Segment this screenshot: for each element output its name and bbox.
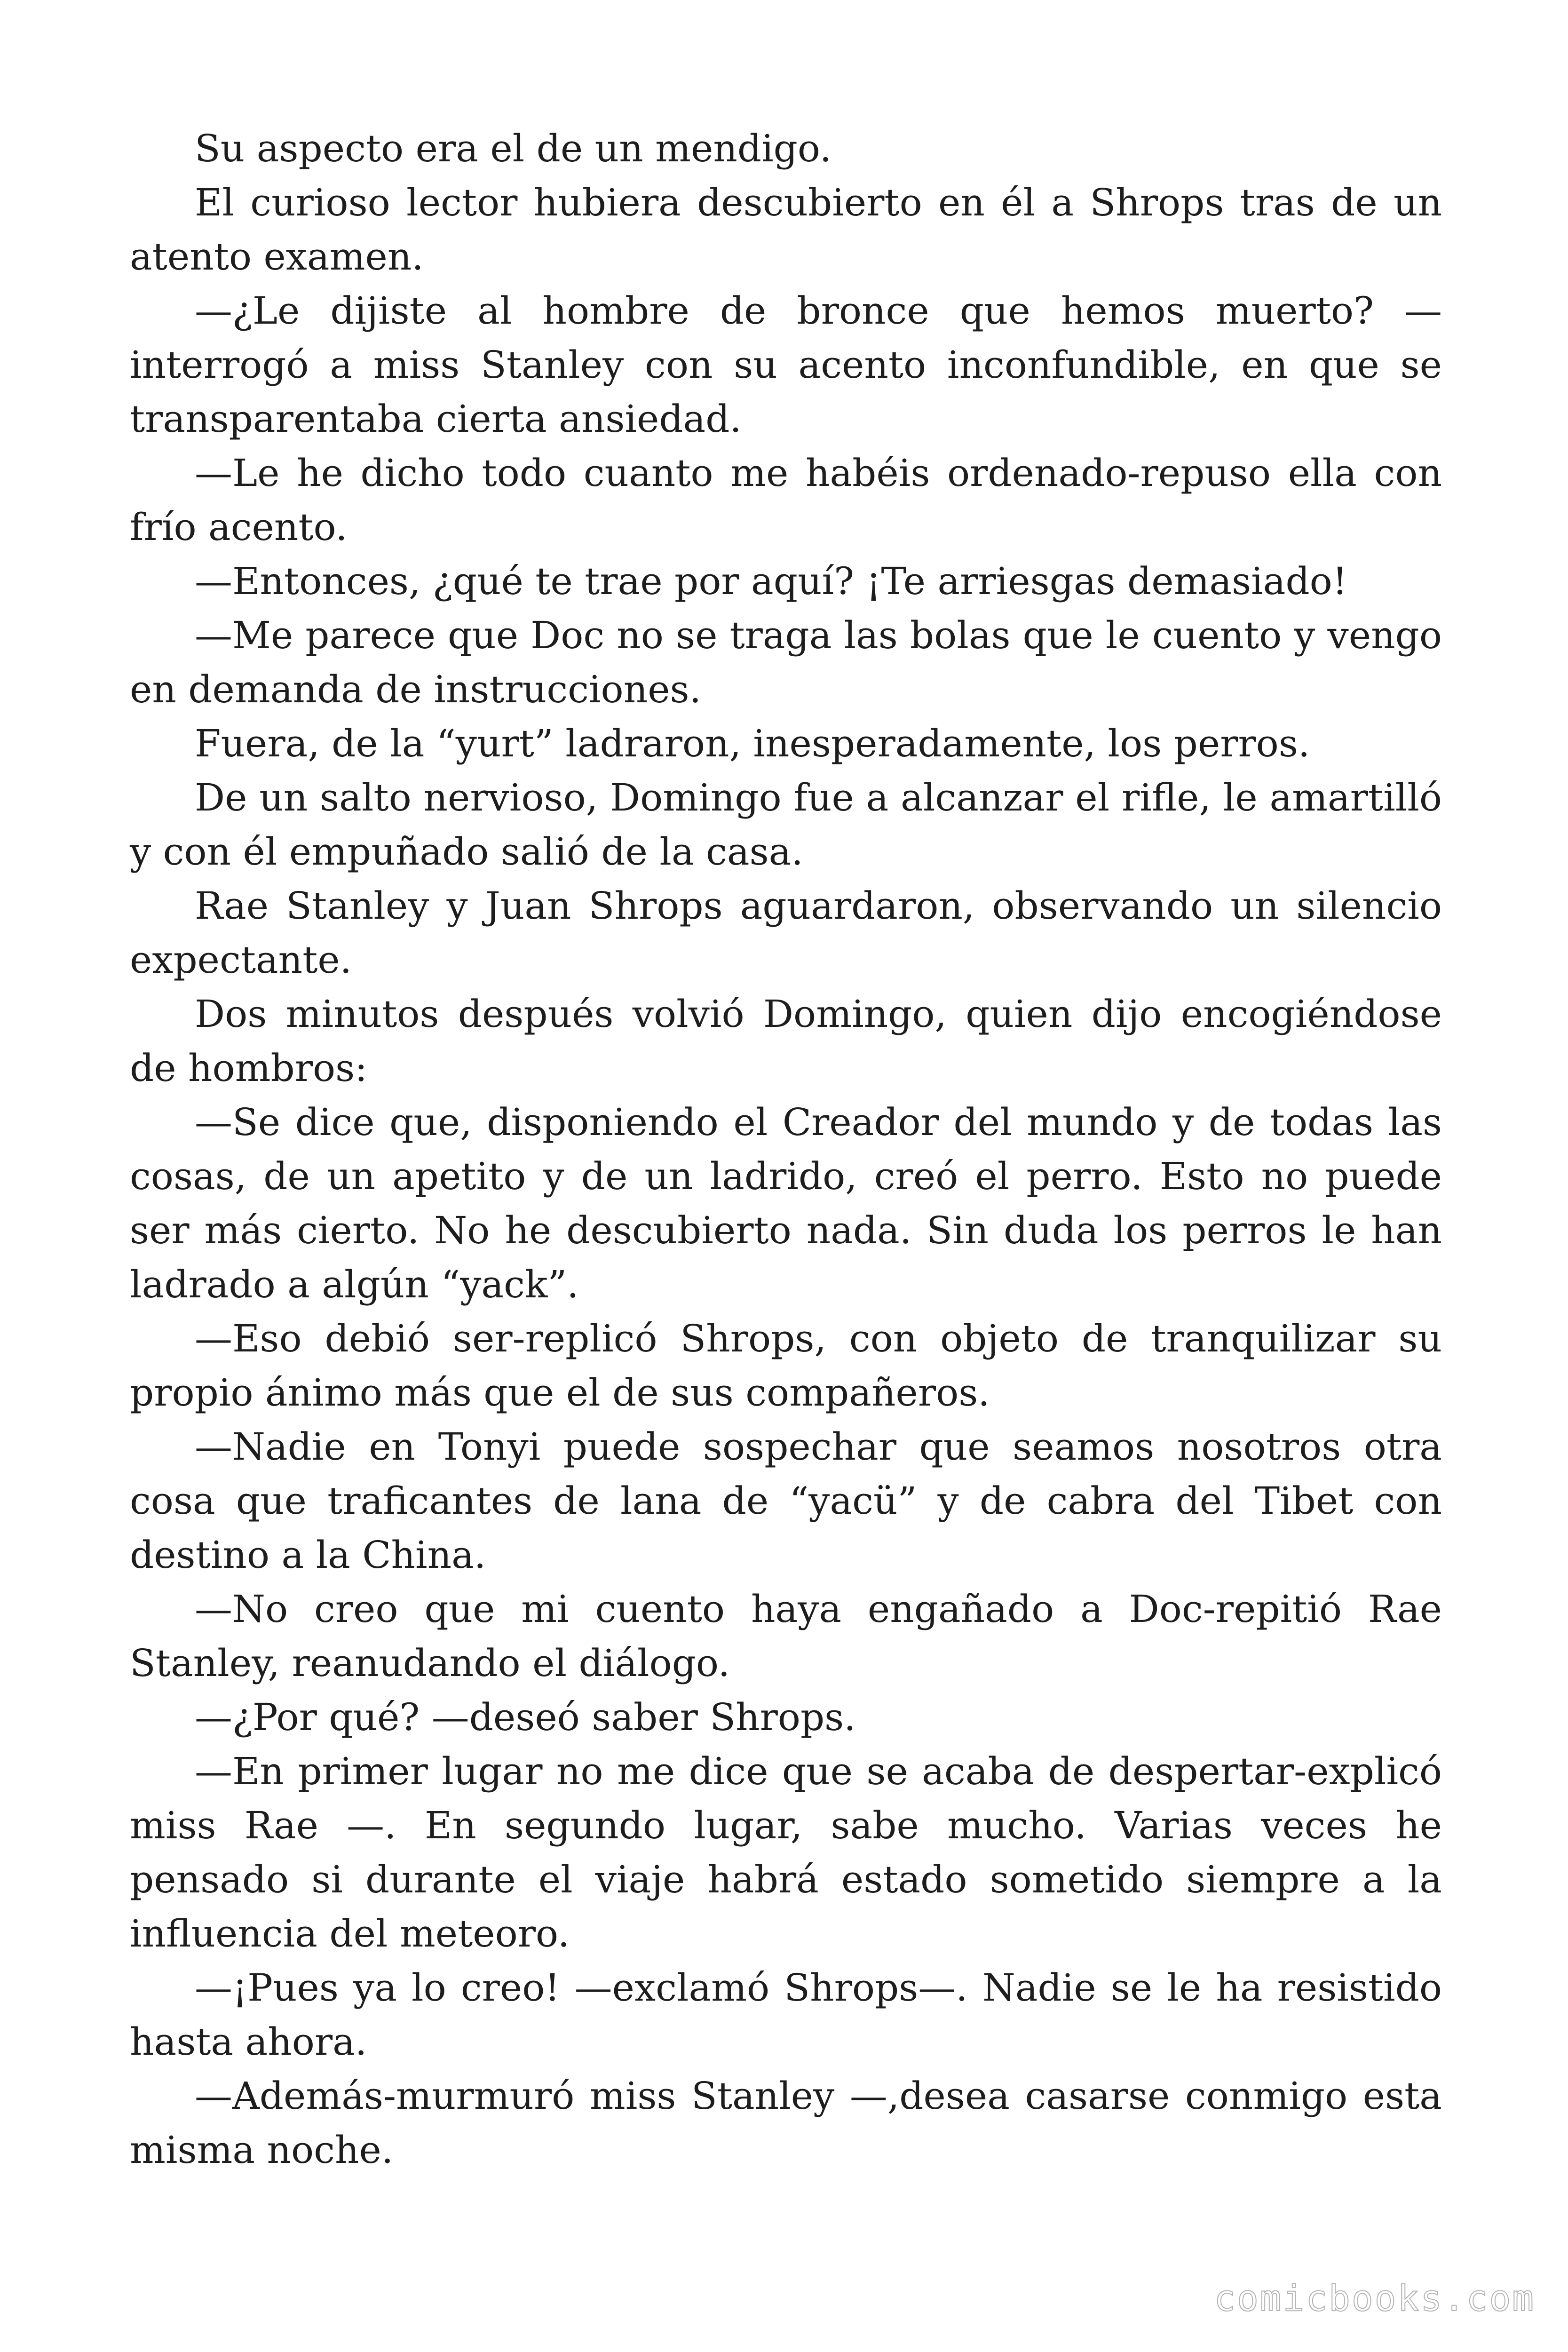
paragraph: —Le he dicho todo cuanto me habéis ordenado-repuso ella con frío acento.: [130, 451, 1442, 549]
paragraph: El curioso lector hubiera descubierto en él a Shrops tras de un atento examen.: [130, 181, 1442, 278]
body-text: [130, 121, 1442, 2177]
paragraph: Rae Stanley y Juan Shrops aguardaron, observando un silencio expectante.: [130, 884, 1442, 982]
paragraph: —No creo que mi cuento haya engañado a Doc-repitió Rae Stanley, reanudando el diálogo.: [130, 1587, 1442, 1685]
paragraph: Fuera, de la “yurt” ladraron, inesperadamente, los perros.: [195, 722, 1310, 765]
paragraph: —¡Pues ya lo creo! —exclamó Shrops—. Nadie se le ha resistido hasta ahora.: [130, 1966, 1442, 2064]
paragraph: —Me parece que Doc no se traga las bolas que le cuento y vengo en demanda de instrucciones.: [130, 613, 1442, 711]
paragraph: —Además-murmuró miss Stanley —,desea casarse conmigo esta misma noche.: [130, 2074, 1442, 2172]
paragraph: —Nadie en Tonyi puede sospechar que seamos nosotros otra cosa que traficantes de lana de “yacü” y de cabra del Tibet con destino a la China.: [130, 1425, 1442, 1577]
paragraph: Su aspecto era el de un mendigo.: [195, 127, 832, 170]
paragraph: Dos minutos después volvió Domingo, quien dijo encogiéndose de hombros:: [130, 992, 1442, 1090]
paragraph: De un salto nervioso, Domingo fue a alcanzar el rifle, le amartilló y con él empuñado salió de la casa.: [130, 776, 1442, 874]
paragraph: —Entonces, ¿qué te trae por aquí? ¡Te arriesgas demasiado!: [195, 559, 1347, 603]
paragraph: —¿Le dijiste al hombre de bronce que hemos muerto? —interrogó a miss Stanley con su acento inconfundible, en que se transparentaba cierta ansiedad.: [130, 289, 1442, 441]
paragraph: —Se dice que, disponiendo el Creador del mundo y de todas las cosas, de un apetito y de un ladrido, creó el perro. Esto no puede ser más cierto. No he descubierto nada. Sin duda los perros le han ladrado a algún “yack”.: [130, 1100, 1442, 1306]
watermark: comicbooks.com: [1214, 2277, 1535, 2319]
paragraph: —Eso debió ser-replicó Shrops, con objeto de tranquilizar su propio ánimo más que el de sus compañeros.: [130, 1317, 1442, 1414]
paragraph: —En primer lugar no me dice que se acaba de despertar-explicó miss Rae —. En segundo lugar, sabe mucho. Varias veces he pensado si durante el viaje habrá estado sometido siempre a la influencia del meteoro.: [130, 1749, 1442, 1955]
paragraph: —¿Por qué? —deseó saber Shrops.: [195, 1695, 856, 1739]
